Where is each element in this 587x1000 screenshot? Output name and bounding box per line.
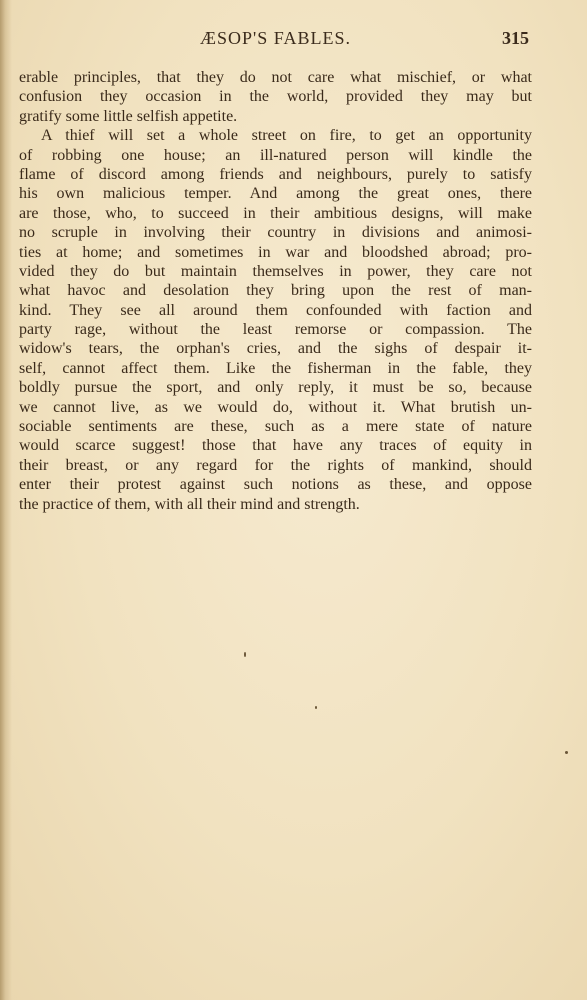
running-title: ÆSOP'S FABLES. <box>200 28 351 48</box>
text-line: the practice of them, with all their mind and strength. <box>19 495 360 513</box>
text-line: enter their protest against such notions as these, and oppose <box>19 476 532 494</box>
text-line: of robbing one house; an ill-natured person will kindle the <box>19 146 532 164</box>
text-line: are those, who, to succeed in their ambitious designs, will make <box>19 204 532 222</box>
paper-speck <box>244 652 246 657</box>
text-line: vided they do but maintain themselves in power, they care not <box>19 262 532 280</box>
text-line: their breast, or any regard for the rights of mankind, should <box>19 456 532 474</box>
text-line: flame of discord among friends and neighbours, purely to satisfy <box>19 165 532 183</box>
paper-speck <box>565 751 568 754</box>
page-number: 315 <box>502 28 529 48</box>
text-line: what havoc and desolation they bring upon the rest of man- <box>19 282 532 300</box>
text-line: ties at home; and sometimes in war and bloodshed abroad; pro- <box>19 243 532 261</box>
text-line: party rage, without the least remorse or compassion. The <box>19 321 532 339</box>
text-line: boldly pursue the sport, and only reply, it must be so, because <box>19 379 532 397</box>
paper-speck <box>315 706 317 709</box>
body-text <box>19 68 532 514</box>
text-line: gratify some little selfish appetite. <box>19 107 238 125</box>
text-line: erable principles, that they do not care what mischief, or what <box>19 69 532 86</box>
text-line: we cannot live, as we would do, without it. What brutish un- <box>19 398 532 416</box>
text-line: kind. They see all around them confounded with faction and <box>19 301 532 319</box>
text-line: self, cannot affect them. Like the fisherman in the fable, they <box>19 359 532 377</box>
text-line: his own malicious temper. And among the great ones, there <box>19 185 532 203</box>
text-line: no scruple in involving their country in divisions and animosi- <box>19 224 532 242</box>
text-line: sociable sentiments are these, such as a mere state of nature <box>19 418 532 436</box>
page-gutter-shadow <box>0 0 12 1000</box>
text-line: A thief will set a whole street on fire, to get an opportunity <box>41 127 532 145</box>
text-line: confusion they occasion in the world, provided they may but <box>19 88 532 106</box>
text-line: widow's tears, the orphan's cries, and the sighs of despair it- <box>19 340 532 358</box>
text-line: would scarce suggest! those that have any traces of equity in <box>19 437 532 455</box>
running-head <box>0 28 587 52</box>
